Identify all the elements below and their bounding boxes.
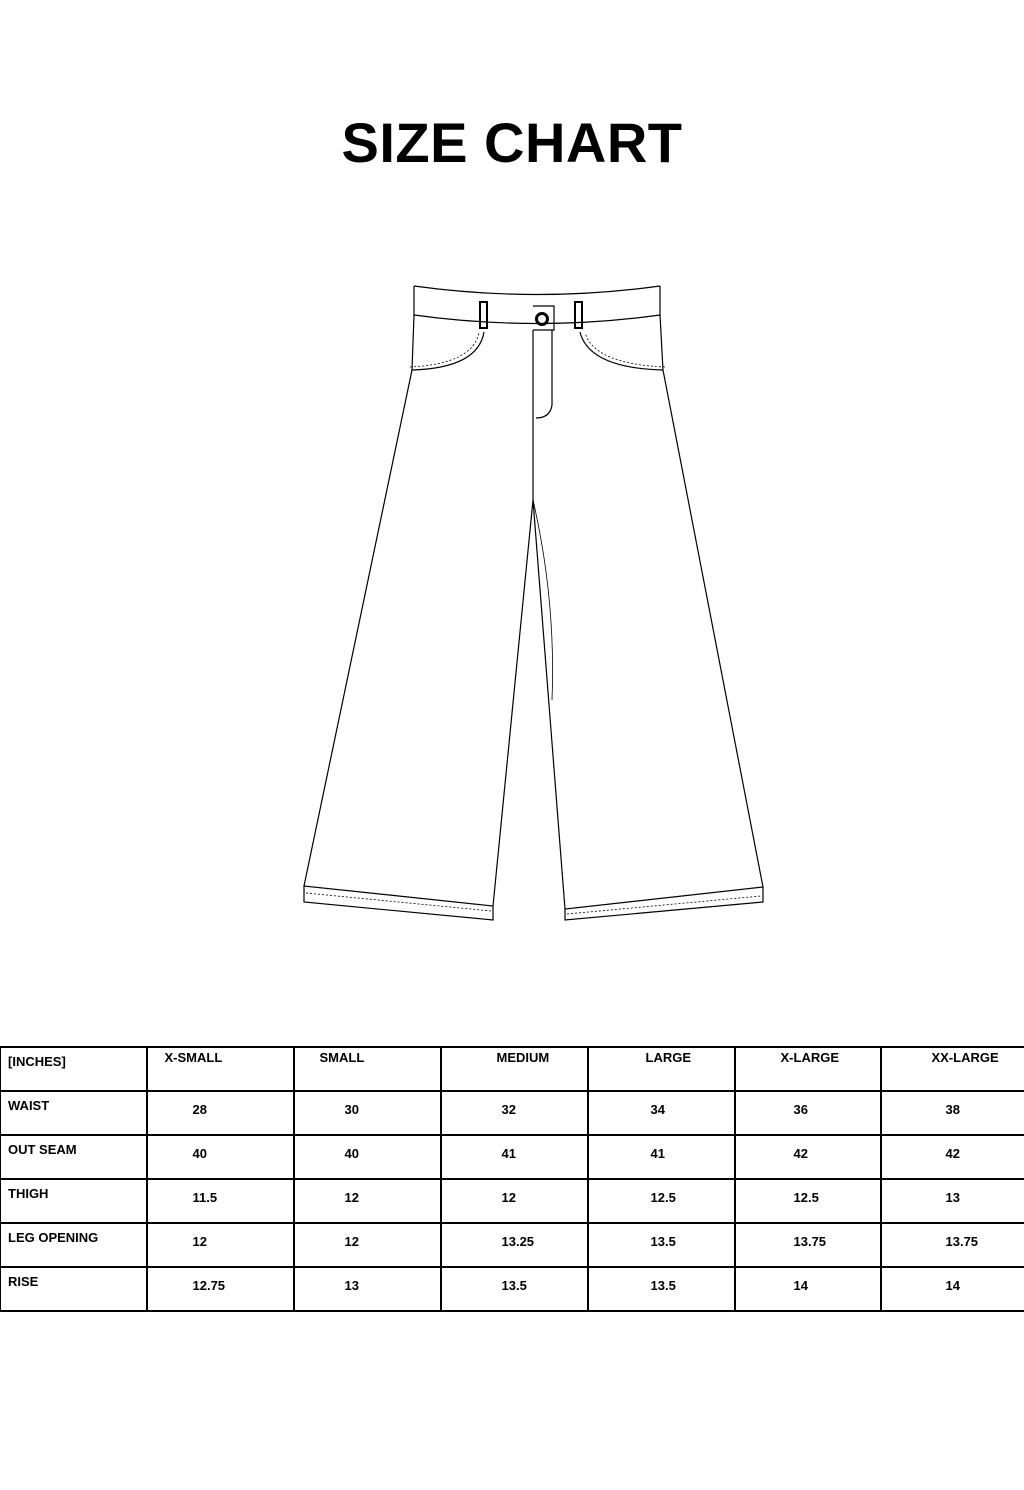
table-cell: 12.5 xyxy=(588,1179,735,1223)
header-cell-large: LARGE xyxy=(588,1047,735,1091)
table-cell: 32 xyxy=(441,1091,588,1135)
row-label: LEG OPENING xyxy=(1,1223,147,1267)
belt-loop-right xyxy=(575,302,582,328)
pocket-left xyxy=(412,332,484,370)
left-inseam xyxy=(493,500,533,906)
table-cell: 11.5 xyxy=(147,1179,294,1223)
row-label: RISE xyxy=(1,1267,147,1311)
table-cell: 14 xyxy=(735,1267,881,1311)
header-cell-small: SMALL xyxy=(294,1047,441,1091)
table-cell: 12.5 xyxy=(735,1179,881,1223)
right-hem xyxy=(565,887,763,920)
table-cell: 13.5 xyxy=(588,1267,735,1311)
left-hem xyxy=(304,886,493,920)
table-cell: 12.75 xyxy=(147,1267,294,1311)
size-table xyxy=(0,1046,1024,1312)
header-cell-medium: MEDIUM xyxy=(441,1047,588,1091)
table-cell: 38 xyxy=(881,1091,1024,1135)
table-cell: 40 xyxy=(294,1135,441,1179)
table-cell: 12 xyxy=(294,1179,441,1223)
pocket-right xyxy=(580,332,663,370)
row-label: THIGH xyxy=(1,1179,147,1223)
pocket-left-stitch xyxy=(410,333,479,367)
table-cell: 40 xyxy=(147,1135,294,1179)
table-row-rise xyxy=(1,1267,1024,1311)
table-cell: 28 xyxy=(147,1091,294,1135)
header-cell-xx-large: XX-LARGE xyxy=(881,1047,1024,1091)
table-cell: 42 xyxy=(735,1135,881,1179)
table-cell: 41 xyxy=(588,1135,735,1179)
table-cell: 13 xyxy=(881,1179,1024,1223)
table-row-out-seam xyxy=(1,1135,1024,1179)
table-cell: 34 xyxy=(588,1091,735,1135)
waistband-top xyxy=(414,286,660,295)
table-row-waist xyxy=(1,1091,1024,1135)
table-cell: 12 xyxy=(294,1223,441,1267)
table-header-row xyxy=(1,1047,1024,1091)
table-cell: 36 xyxy=(735,1091,881,1135)
table-cell: 13.25 xyxy=(441,1223,588,1267)
belt-loop-left xyxy=(480,302,487,328)
table-cell: 13.75 xyxy=(881,1223,1024,1267)
table-cell: 14 xyxy=(881,1267,1024,1311)
right-side-seam xyxy=(660,315,763,887)
pocket-right-stitch xyxy=(585,333,665,367)
table-cell: 13 xyxy=(294,1267,441,1311)
table-cell: 12 xyxy=(147,1223,294,1267)
right-inseam xyxy=(533,500,565,909)
table-cell: 41 xyxy=(441,1135,588,1179)
left-side-seam xyxy=(304,315,414,886)
header-cell-x-large: X-LARGE xyxy=(735,1047,881,1091)
fly-stitch xyxy=(536,330,552,418)
table-cell: 12 xyxy=(441,1179,588,1223)
table-cell: 42 xyxy=(881,1135,1024,1179)
button-icon xyxy=(537,314,548,325)
row-label: WAIST xyxy=(1,1091,147,1135)
table-cell: 30 xyxy=(294,1091,441,1135)
table-row-thigh xyxy=(1,1179,1024,1223)
row-label: OUT SEAM xyxy=(1,1135,147,1179)
header-cell-x-small: X-SMALL xyxy=(147,1047,294,1091)
page-title: SIZE CHART xyxy=(341,111,683,174)
table-cell: 13.75 xyxy=(735,1223,881,1267)
header-cell-unit: [INCHES] xyxy=(1,1047,147,1091)
table-cell: 13.5 xyxy=(588,1223,735,1267)
table-cell: 13.5 xyxy=(441,1267,588,1311)
table-row-leg-opening xyxy=(1,1223,1024,1267)
